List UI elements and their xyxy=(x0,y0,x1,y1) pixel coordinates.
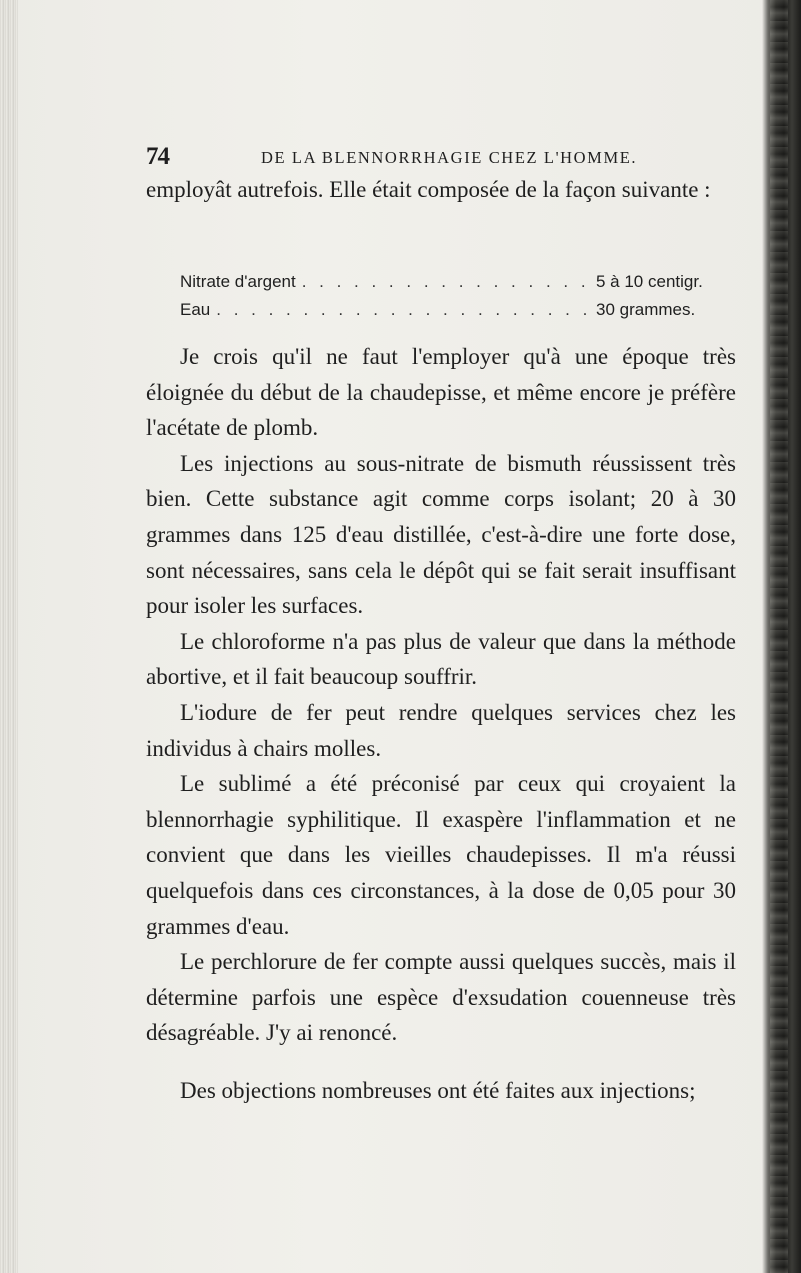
paragraph: Le sublimé a été préconisé par ceux qui croyaient la blennorrhagie syphilitique. Il exaspère l'inflammation et ne convient que dans les vieilles chaudepisses. Il m'a réussi quelquefois dans ces circonstances, à la dose de 0,05 pour 30 grammes d'eau. xyxy=(146,771,736,939)
formula-table xyxy=(146,272,736,328)
formula-ingredient: Eau xyxy=(180,300,211,319)
paragraph: L'iodure de fer peut rendre quelques services chez les individus à chairs molles. xyxy=(146,699,736,761)
formula-row xyxy=(146,272,736,300)
page-left-edge xyxy=(0,0,18,1273)
book-spine-texture xyxy=(770,0,788,1273)
paragraph: Le chloroforme n'a pas plus de valeur que dans la méthode abortive, et il fait beaucoup souffrir. xyxy=(146,628,736,690)
leader-dots xyxy=(216,300,590,320)
paragraph: Le perchlorure de fer compte aussi quelques succès, mais il détermine parfois une espèce d'exsudation couenneuse très désagréable. J'y ai renoncé. xyxy=(146,949,736,1046)
intro-text-block xyxy=(146,172,736,208)
formula-quantity: 30 grammes. xyxy=(596,300,696,319)
page-header xyxy=(146,143,746,173)
leader-dots xyxy=(302,272,590,292)
formula-quantity: 5 à 10 centigr. xyxy=(596,272,703,291)
intro-paragraph: employât autrefois. Elle était composée de la façon suivante : xyxy=(146,177,711,202)
closing-line: Des objections nombreuses ont été faites aux injections; xyxy=(180,1077,696,1103)
running-title: DE LA BLENNORRHAGIE CHEZ L'HOMME. xyxy=(261,148,638,167)
paragraph: Je crois qu'il ne faut l'employer qu'à une époque très éloignée du début de la chaudepisse, et même encore je préfère l'acétate de plomb. xyxy=(146,344,736,441)
main-text-block xyxy=(146,339,736,1108)
page-number: 74 xyxy=(146,143,169,170)
formula-row xyxy=(146,300,736,328)
formula-ingredient: Nitrate d'argent xyxy=(180,272,296,291)
paragraph: Les injections au sous-nitrate de bismuth réussissent très bien. Cette substance agit comme corps isolant; 20 à 30 grammes dans 125 d'eau distillée, c'est-à-dire une forte dose, sont nécessaires, sans cela le dépôt qui se fait serait insuffisant pour isoler les surfaces. xyxy=(146,450,736,619)
